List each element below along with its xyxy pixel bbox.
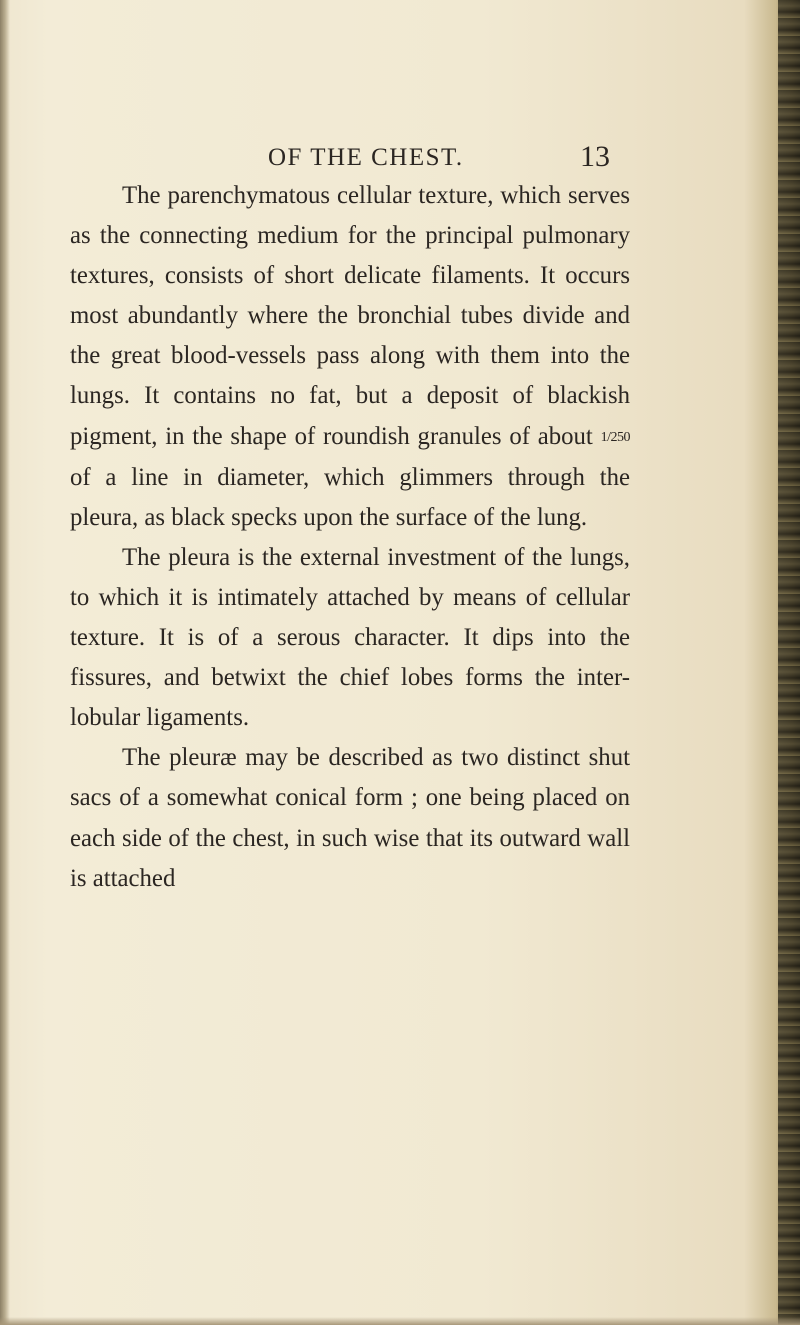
fraction-value: 1/250 xyxy=(600,429,630,445)
page-header xyxy=(0,140,800,180)
body-text xyxy=(70,176,630,899)
running-head: OF THE CHEST. xyxy=(268,144,464,171)
paragraph-pleura: The pleura is the external investment of the lungs, to which it is intimately attached by means of cellular texture. It is of a serous character. It dips into the fissures, and betwixt the chief lobes forms the inter-lobular ligaments. xyxy=(70,543,630,732)
page-bottom-edge xyxy=(0,1317,800,1325)
paragraph-text: The parenchymatous cellular texture, which serves as the connecting medium for the principal pulmonary textures, consists of short delicate filaments. It occurs most abundantly where the bronchial tubes divide and the great blood-vessels pass along with them into the lungs. It contains no fat, but a deposit of blackish pigment, in the shape of roundish granules of about xyxy=(70,182,630,450)
page-edge-shadow xyxy=(778,0,800,1325)
page-number: 13 xyxy=(580,140,610,173)
paragraph-parenchymatous-texture xyxy=(70,176,630,538)
paragraph-text: of a line in diameter, which glimmers through the pleura, as black specks upon the surface of the lung. xyxy=(70,463,630,531)
page-gutter-shadow xyxy=(0,0,10,1325)
paragraph-pleurae: The pleuræ may be described as two distinct shut sacs of a somewhat conical form ; one being placed on each side of the chest, in such wise that its outward wall is attached xyxy=(70,744,630,892)
